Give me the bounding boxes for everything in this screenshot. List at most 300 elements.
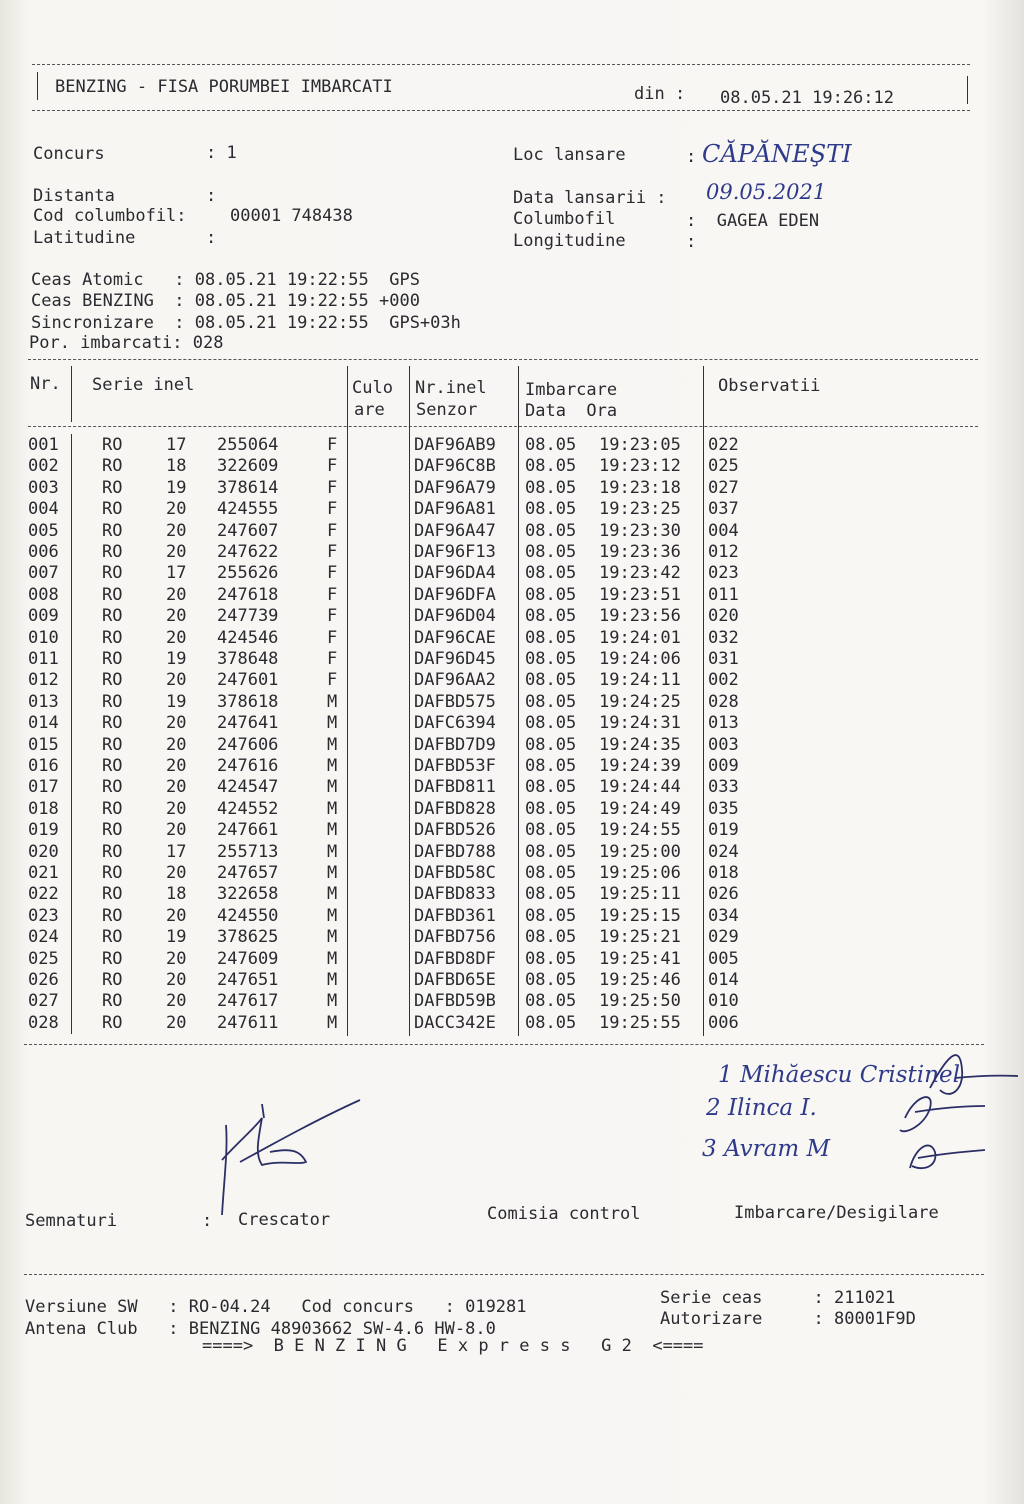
row-senzor: DAFBD575: [414, 691, 496, 712]
row-nr: 018: [28, 798, 59, 819]
cod-columbofil-value: 00001 748438: [230, 206, 353, 226]
row-inel: 424547: [217, 777, 279, 798]
row-tara: RO: [102, 884, 123, 905]
row-senzor: DAFBD361: [414, 905, 496, 926]
row-nr: 023: [28, 905, 59, 926]
row-observatii: 013: [708, 713, 739, 734]
row-ora: 19:24:44: [599, 777, 681, 798]
columbofil-label: Columbofil: [513, 209, 616, 229]
row-ora: 19:25:15: [599, 905, 681, 926]
row-data: 08.05: [525, 691, 577, 712]
row-observatii: 006: [708, 1012, 739, 1033]
row-ora: 19:24:31: [599, 713, 681, 734]
row-sex: M: [327, 691, 338, 712]
row-observatii: 026: [708, 884, 739, 905]
crescator-signature: [222, 1100, 360, 1215]
row-nr: 014: [28, 713, 59, 734]
row-observatii: 014: [708, 970, 739, 990]
row-an: 20: [166, 713, 187, 734]
row-inel: 378625: [217, 927, 279, 948]
row-nr: 021: [28, 863, 59, 883]
row-ora: 19:23:36: [599, 542, 681, 562]
row-inel: 322609: [217, 456, 279, 477]
row-an: 17: [166, 563, 187, 584]
distanta-value: :: [206, 186, 217, 206]
row-ora: 19:24:39: [599, 756, 681, 776]
row-data: 08.05: [525, 477, 577, 498]
row-observatii: 032: [708, 627, 739, 648]
row-senzor: DAFBD53F: [414, 756, 496, 776]
row-inel: 255626: [217, 563, 279, 584]
row-nr: 003: [28, 477, 59, 498]
row-nr: 010: [28, 627, 59, 648]
row-data: 08.05: [525, 563, 577, 584]
col-header-culoare-2: are: [354, 400, 385, 420]
data-lansarii-handwritten: 09.05.2021: [706, 180, 827, 204]
row-observatii: 027: [708, 477, 739, 498]
row-senzor: DAFBD7D9: [414, 734, 496, 755]
row-an: 20: [166, 627, 187, 648]
ceas-benzing: Ceas BENZING : 08.05.21 19:22:55 +000: [31, 291, 420, 311]
row-sex: M: [327, 927, 338, 948]
row-nr: 024: [28, 927, 59, 948]
row-inel: 247657: [217, 863, 279, 883]
row-an: 20: [166, 991, 187, 1012]
row-senzor: DAF96AA2: [414, 670, 496, 691]
commission-member-1: 1 Mihăescu Cristinel: [718, 1062, 960, 1088]
row-nr: 009: [28, 606, 59, 627]
row-ora: 19:25:55: [599, 1012, 681, 1033]
row-senzor: DAFBD8DF: [414, 948, 496, 969]
row-nr: 005: [28, 520, 59, 541]
din-value: 08.05.21 19:26:12: [720, 88, 894, 108]
col-header-nr: Nr.: [30, 374, 61, 394]
row-nr: 013: [28, 691, 59, 712]
row-inel: 424550: [217, 905, 279, 926]
row-nr: 001: [28, 435, 59, 455]
concurs-label: Concurs: [33, 144, 105, 164]
row-senzor: DAFBD811: [414, 777, 496, 798]
row-sex: M: [327, 841, 338, 862]
row-observatii: 037: [708, 499, 739, 520]
row-data: 08.05: [525, 841, 577, 862]
latitudine-label: Latitudine: [33, 228, 136, 248]
row-inel: 247622: [217, 542, 279, 562]
loc-lansare-label: Loc lansare: [513, 145, 626, 165]
row-senzor: DAF96C8B: [414, 456, 496, 477]
row-nr: 004: [28, 499, 59, 520]
row-an: 20: [166, 670, 187, 691]
row-observatii: 023: [708, 563, 739, 584]
row-inel: 424546: [217, 627, 279, 648]
row-senzor: DAFBD58C: [414, 863, 496, 883]
row-data: 08.05: [525, 863, 577, 883]
columbofil-value: : GAGEA EDEN: [686, 211, 820, 231]
row-nr: 027: [28, 991, 59, 1012]
col-header-imbarcare-2: Data Ora: [525, 401, 618, 421]
row-sex: M: [327, 1012, 338, 1033]
row-sex: M: [327, 948, 338, 969]
row-observatii: 011: [708, 584, 739, 605]
commission-signature-1: [930, 1055, 1018, 1094]
row-tara: RO: [102, 734, 123, 755]
row-senzor: DAFBD756: [414, 927, 496, 948]
row-nr: 022: [28, 884, 59, 905]
row-nr: 020: [28, 841, 59, 862]
row-sex: M: [327, 820, 338, 841]
semnaturi-label: Semnaturi: [25, 1211, 118, 1231]
row-tara: RO: [102, 1012, 123, 1033]
row-observatii: 012: [708, 542, 739, 562]
benzing-express-banner: ====> B E N Z I N G E x p r e s s G 2 <====: [202, 1336, 704, 1356]
row-ora: 19:24:49: [599, 798, 681, 819]
row-ora: 19:25:06: [599, 863, 681, 883]
row-data: 08.05: [525, 606, 577, 627]
row-inel: 378614: [217, 477, 279, 498]
porumbei-imbarcati: Por. imbarcati: 028: [29, 333, 224, 353]
row-nr: 015: [28, 734, 59, 755]
serie-ceas: Serie ceas : 211021: [660, 1288, 896, 1308]
row-senzor: DAFC6394: [414, 713, 496, 734]
row-an: 20: [166, 798, 187, 819]
row-tara: RO: [102, 798, 123, 819]
row-nr: 011: [28, 649, 59, 669]
row-inel: 247601: [217, 670, 279, 691]
row-data: 08.05: [525, 627, 577, 648]
row-tara: RO: [102, 948, 123, 969]
row-senzor: DAF96CAE: [414, 627, 496, 648]
row-nr: 016: [28, 756, 59, 776]
row-sex: F: [327, 670, 338, 691]
row-data: 08.05: [525, 456, 577, 477]
row-sex: F: [327, 584, 338, 605]
row-sex: M: [327, 734, 338, 755]
row-an: 20: [166, 606, 187, 627]
row-senzor: DAF96A81: [414, 499, 496, 520]
row-inel: 424555: [217, 499, 279, 520]
row-inel: 247661: [217, 820, 279, 841]
row-ora: 19:24:35: [599, 734, 681, 755]
row-nr: 002: [28, 456, 59, 477]
col-header-imbarcare-1: Imbarcare: [525, 380, 618, 400]
row-senzor: DAF96DA4: [414, 563, 496, 584]
row-ora: 19:25:50: [599, 991, 681, 1012]
row-senzor: DAF96D04: [414, 606, 496, 627]
row-sex: F: [327, 520, 338, 541]
cod-columbofil-label: Cod columbofil:: [33, 206, 187, 226]
row-tara: RO: [102, 542, 123, 562]
row-an: 18: [166, 884, 187, 905]
row-ora: 19:24:01: [599, 627, 681, 648]
row-ora: 19:25:00: [599, 841, 681, 862]
row-sex: F: [327, 627, 338, 648]
row-senzor: DAF96F13: [414, 542, 496, 562]
row-ora: 19:25:46: [599, 970, 681, 990]
row-an: 19: [166, 927, 187, 948]
row-data: 08.05: [525, 1012, 577, 1033]
row-inel: 378618: [217, 691, 279, 712]
row-ora: 19:25:41: [599, 948, 681, 969]
row-senzor: DACC342E: [414, 1012, 496, 1033]
row-sex: F: [327, 563, 338, 584]
row-inel: 378648: [217, 649, 279, 669]
row-data: 08.05: [525, 713, 577, 734]
row-tara: RO: [102, 456, 123, 477]
row-inel: 247617: [217, 991, 279, 1012]
row-inel: 424552: [217, 798, 279, 819]
row-tara: RO: [102, 584, 123, 605]
row-observatii: 035: [708, 798, 739, 819]
row-an: 17: [166, 435, 187, 455]
row-sex: F: [327, 649, 338, 669]
row-nr: 006: [28, 542, 59, 562]
row-tara: RO: [102, 713, 123, 734]
row-observatii: 018: [708, 863, 739, 883]
commission-member-3: 3 Avram M: [702, 1136, 830, 1162]
col-header-observatii: Observatii: [718, 376, 821, 396]
row-senzor: DAF96DFA: [414, 584, 496, 605]
row-ora: 19:25:11: [599, 884, 681, 905]
row-sex: M: [327, 863, 338, 883]
row-sex: M: [327, 991, 338, 1012]
row-tara: RO: [102, 606, 123, 627]
row-data: 08.05: [525, 991, 577, 1012]
row-sex: F: [327, 499, 338, 520]
row-ora: 19:23:51: [599, 584, 681, 605]
row-ora: 19:23:42: [599, 563, 681, 584]
row-sex: M: [327, 884, 338, 905]
row-senzor: DAFBD59B: [414, 991, 496, 1012]
row-an: 18: [166, 456, 187, 477]
row-ora: 19:23:05: [599, 435, 681, 455]
row-sex: M: [327, 713, 338, 734]
row-senzor: DAFBD65E: [414, 970, 496, 990]
row-tara: RO: [102, 927, 123, 948]
row-an: 20: [166, 863, 187, 883]
row-sex: M: [327, 798, 338, 819]
row-nr: 007: [28, 563, 59, 584]
row-an: 20: [166, 948, 187, 969]
col-header-nr-inel-2: Senzor: [416, 400, 478, 420]
row-data: 08.05: [525, 884, 577, 905]
row-ora: 19:23:18: [599, 477, 681, 498]
row-inel: 322658: [217, 884, 279, 905]
row-observatii: 004: [708, 520, 739, 541]
row-senzor: DAFBD833: [414, 884, 496, 905]
commission-signature-2: [900, 1097, 985, 1131]
col-header-culoare-1: Culo: [352, 378, 393, 398]
row-tara: RO: [102, 520, 123, 541]
row-tara: RO: [102, 563, 123, 584]
data-lansarii-label: Data lansarii :: [513, 188, 667, 208]
row-sex: M: [327, 970, 338, 990]
row-observatii: 009: [708, 756, 739, 776]
row-sex: F: [327, 542, 338, 562]
row-an: 19: [166, 477, 187, 498]
row-sex: M: [327, 777, 338, 798]
row-an: 19: [166, 691, 187, 712]
row-sex: F: [327, 435, 338, 455]
footer-top-border: [24, 1274, 984, 1275]
row-observatii: 033: [708, 777, 739, 798]
row-data: 08.05: [525, 649, 577, 669]
row-tara: RO: [102, 649, 123, 669]
comisia-control-label: Comisia control: [487, 1204, 641, 1224]
row-tara: RO: [102, 905, 123, 926]
longitudine-label: Longitudine: [513, 231, 626, 251]
row-inel: 247611: [217, 1012, 279, 1033]
row-ora: 19:24:25: [599, 691, 681, 712]
row-inel: 247641: [217, 713, 279, 734]
row-tara: RO: [102, 670, 123, 691]
row-senzor: DAF96D45: [414, 649, 496, 669]
row-tara: RO: [102, 777, 123, 798]
din-label: din :: [634, 84, 686, 104]
row-an: 20: [166, 520, 187, 541]
row-data: 08.05: [525, 970, 577, 990]
semnaturi-sep: :: [202, 1211, 213, 1231]
row-ora: 19:24:06: [599, 649, 681, 669]
row-inel: 247609: [217, 948, 279, 969]
row-ora: 19:24:55: [599, 820, 681, 841]
row-an: 20: [166, 734, 187, 755]
row-an: 17: [166, 841, 187, 862]
antena-club: Antena Club : BENZING 48903662 SW-4.6 HW-8.0: [25, 1319, 496, 1339]
commission-signature-3: [910, 1145, 985, 1168]
row-senzor: DAF96A79: [414, 477, 496, 498]
row-nr: 008: [28, 584, 59, 605]
row-senzor: DAFBD828: [414, 798, 496, 819]
row-inel: 247739: [217, 606, 279, 627]
loc-lansare-sep: :: [686, 147, 697, 167]
row-tara: RO: [102, 756, 123, 776]
imbarcare-desigilare-label: Imbarcare/Desigilare: [734, 1203, 939, 1223]
longitudine-value: :: [686, 232, 697, 252]
row-ora: 19:23:25: [599, 499, 681, 520]
row-data: 08.05: [525, 734, 577, 755]
row-observatii: 024: [708, 841, 739, 862]
row-an: 20: [166, 1012, 187, 1033]
row-data: 08.05: [525, 756, 577, 776]
row-tara: RO: [102, 863, 123, 883]
row-nr: 019: [28, 820, 59, 841]
row-observatii: 010: [708, 991, 739, 1012]
sheet-title: BENZING - FISA PORUMBEI IMBARCATI: [55, 77, 393, 97]
row-an: 20: [166, 542, 187, 562]
row-nr: 012: [28, 670, 59, 691]
row-observatii: 020: [708, 606, 739, 627]
row-observatii: 034: [708, 905, 739, 926]
row-an: 20: [166, 905, 187, 926]
row-tara: RO: [102, 691, 123, 712]
row-sex: M: [327, 756, 338, 776]
versiune-sw: Versiune SW : RO-04.24 Cod concurs : 019281: [25, 1297, 527, 1317]
row-observatii: 028: [708, 691, 739, 712]
row-tara: RO: [102, 499, 123, 520]
row-tara: RO: [102, 820, 123, 841]
row-observatii: 022: [708, 435, 739, 455]
row-inel: 247651: [217, 970, 279, 990]
row-data: 08.05: [525, 584, 577, 605]
row-data: 08.05: [525, 777, 577, 798]
row-observatii: 019: [708, 820, 739, 841]
row-observatii: 003: [708, 734, 739, 755]
row-data: 08.05: [525, 798, 577, 819]
row-tara: RO: [102, 435, 123, 455]
row-nr: 017: [28, 777, 59, 798]
row-data: 08.05: [525, 820, 577, 841]
row-tara: RO: [102, 477, 123, 498]
crescator-label: Crescator: [238, 1210, 331, 1230]
row-data: 08.05: [525, 905, 577, 926]
row-ora: 19:23:12: [599, 456, 681, 477]
row-ora: 19:23:56: [599, 606, 681, 627]
row-sex: F: [327, 477, 338, 498]
row-sex: M: [327, 905, 338, 926]
row-ora: 19:25:21: [599, 927, 681, 948]
row-nr: 028: [28, 1012, 59, 1033]
row-data: 08.05: [525, 670, 577, 691]
row-senzor: DAF96A47: [414, 520, 496, 541]
row-nr: 026: [28, 970, 59, 990]
row-inel: 255064: [217, 435, 279, 455]
row-an: 20: [166, 777, 187, 798]
row-inel: 255713: [217, 841, 279, 862]
commission-member-2: 2 Ilinca I.: [706, 1095, 817, 1121]
row-observatii: 031: [708, 649, 739, 669]
row-data: 08.05: [525, 542, 577, 562]
row-observatii: 002: [708, 670, 739, 691]
sincronizare: Sincronizare : 08.05.21 19:22:55 GPS+03h: [31, 313, 461, 333]
row-observatii: 029: [708, 927, 739, 948]
autorizare: Autorizare : 80001F9D: [660, 1309, 916, 1329]
ceas-atomic: Ceas Atomic : 08.05.21 19:22:55 GPS: [31, 270, 420, 290]
row-an: 20: [166, 970, 187, 990]
row-ora: 19:23:30: [599, 520, 681, 541]
row-tara: RO: [102, 627, 123, 648]
row-inel: 247606: [217, 734, 279, 755]
row-data: 08.05: [525, 435, 577, 455]
row-inel: 247618: [217, 584, 279, 605]
row-sex: F: [327, 606, 338, 627]
row-senzor: DAFBD526: [414, 820, 496, 841]
row-tara: RO: [102, 970, 123, 990]
row-nr: 025: [28, 948, 59, 969]
row-observatii: 005: [708, 948, 739, 969]
row-inel: 247607: [217, 520, 279, 541]
col-header-serie-inel: Serie inel: [92, 375, 195, 395]
row-data: 08.05: [525, 948, 577, 969]
row-tara: RO: [102, 991, 123, 1012]
row-senzor: DAF96AB9: [414, 435, 496, 455]
row-sex: F: [327, 456, 338, 477]
row-observatii: 025: [708, 456, 739, 477]
row-an: 19: [166, 649, 187, 669]
row-data: 08.05: [525, 927, 577, 948]
row-ora: 19:24:11: [599, 670, 681, 691]
row-an: 20: [166, 499, 187, 520]
row-inel: 247616: [217, 756, 279, 776]
row-an: 20: [166, 820, 187, 841]
row-tara: RO: [102, 841, 123, 862]
concurs-value: : 1: [206, 143, 237, 163]
row-an: 20: [166, 584, 187, 605]
row-data: 08.05: [525, 520, 577, 541]
col-header-nr-inel-1: Nr.inel: [415, 378, 487, 398]
row-senzor: DAFBD788: [414, 841, 496, 862]
row-an: 20: [166, 756, 187, 776]
distanta-label: Distanta: [33, 186, 115, 206]
